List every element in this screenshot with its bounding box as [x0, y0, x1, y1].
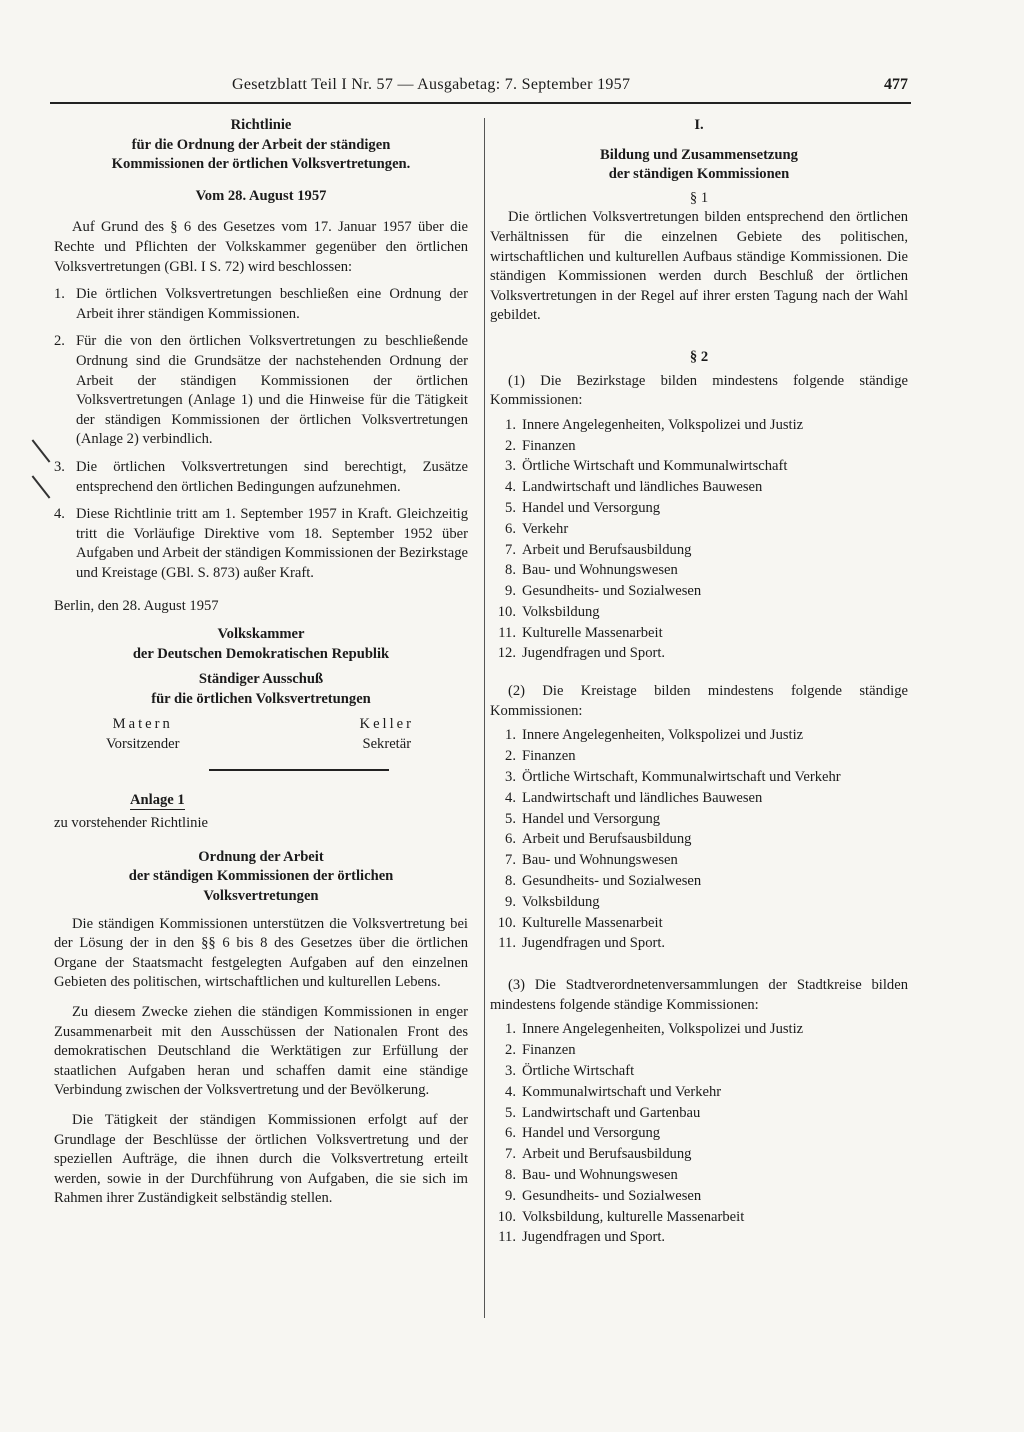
item-number: 8. [505, 562, 516, 579]
list-item [490, 1207, 908, 1228]
item-number: 4. [505, 479, 516, 496]
right-column [490, 116, 908, 1248]
header-title: Gesetzblatt Teil I Nr. 57 — Ausgabetag: 7. September 1957 [232, 76, 631, 93]
page-header [232, 76, 912, 102]
item-number: 10. [497, 603, 516, 620]
list-item [490, 498, 908, 519]
directive-title [54, 116, 468, 175]
ordnung-title-line: der ständigen Kommissionen der örtlichen [128, 868, 394, 885]
item-text: Volksbildung [522, 603, 600, 620]
item-number: 6. [505, 1125, 516, 1142]
list-item [490, 1165, 908, 1186]
directive-title-line: Richtlinie [230, 117, 292, 133]
left-column [54, 116, 468, 1209]
item-text: Jugendfragen und Sport. [522, 935, 666, 952]
list-item [490, 1123, 908, 1144]
item-number: 11. [498, 1229, 516, 1246]
item-text: Jugendfragen und Sport. [522, 1229, 666, 1246]
item-text: Die örtlichen Volksvertretungen beschließen eine Ordnung der Arbeit ihrer ständigen Kommissionen. [76, 286, 468, 322]
item-text: Örtliche Wirtschaft, Kommunalwirtschaft und Verkehr [522, 769, 841, 786]
list-item [490, 829, 908, 850]
item-number: 7. [505, 1146, 516, 1163]
margin-mark [32, 439, 51, 462]
list-item [490, 1019, 908, 1040]
item-number: 3. [505, 1063, 516, 1080]
list-intro: (1) Die Bezirkstage bilden mindestens folgende ständige Kommissionen: [490, 372, 908, 409]
item-text: Kommunalwirtschaft und Verkehr [522, 1083, 722, 1100]
signatures [54, 715, 468, 754]
list-item [490, 1040, 908, 1061]
list-item [490, 850, 908, 871]
item-text: Bau- und Wohnungswesen [522, 562, 678, 579]
item-number: 6. [505, 831, 516, 848]
issuing-body-line: Ständiger Ausschuß [198, 671, 324, 688]
place-date: Berlin, den 28. August 1957 [54, 598, 219, 615]
section-title [490, 146, 908, 185]
item-text: Volksbildung [522, 893, 600, 910]
list-item [490, 1186, 908, 1207]
item-text: Handel und Versorgung [522, 499, 661, 516]
item-number: 7. [505, 541, 516, 558]
page-number: 477 [884, 76, 908, 93]
item-number: 1. [505, 416, 516, 433]
item-text: Landwirtschaft und ländliches Bauwesen [522, 789, 763, 806]
list-item [54, 505, 468, 583]
list-item [54, 332, 468, 450]
list-item [490, 767, 908, 788]
margin-mark [32, 475, 51, 498]
item-number: 2. [505, 748, 516, 765]
annex-title: Anlage 1 [130, 791, 185, 808]
list-item [490, 602, 908, 623]
header-rule [50, 102, 911, 104]
item-text: Landwirtschaft und ländliches Bauwesen [522, 479, 763, 496]
intro-paragraph: Auf Grund des § 6 des Gesetzes vom 17. Januar 1957 über die Rechte und Pflichten der Volkskammer gegenüber den örtlichen Volksvertretungen (GBl. I S. 72) wird beschlossen: [54, 219, 468, 275]
item-text: Innere Angelegenheiten, Volkspolizei und Justiz [522, 416, 804, 433]
list-item [54, 285, 468, 324]
list-item [490, 560, 908, 581]
list-item [490, 1082, 908, 1103]
item-number: 9. [505, 583, 516, 600]
item-number: 1. [505, 1021, 516, 1038]
item-text: Innere Angelegenheiten, Volkspolizei und Justiz [522, 1021, 804, 1038]
item-number: 8. [505, 1167, 516, 1183]
list-intro: (3) Die Stadtverordnetenversammlungen der Stadtkreise bilden mindestens folgende ständige Kommissionen: [490, 977, 908, 1013]
directive-title-line: für die Ordnung der Arbeit der ständigen [131, 136, 391, 153]
item-text: Landwirtschaft und Gartenbau [522, 1104, 701, 1121]
list-item [490, 623, 908, 644]
signature-block [360, 715, 414, 754]
item-text: Arbeit und Berufsausbildung [522, 1146, 692, 1163]
ordnung-title-line: Ordnung der Arbeit [198, 848, 324, 865]
item-text: Finanzen [522, 748, 576, 765]
item-number: 12. [497, 645, 516, 662]
item-text: Örtliche Wirtschaft [522, 1063, 635, 1080]
item-number: 5. [505, 1104, 516, 1121]
commission-list [490, 415, 908, 665]
list-item [490, 1144, 908, 1165]
annex-heading [54, 791, 468, 811]
list-item [490, 788, 908, 809]
list-item [490, 643, 908, 664]
item-text: Kulturelle Massenarbeit [522, 914, 663, 931]
item-text: Handel und Versorgung [522, 810, 661, 827]
body-paragraph: Die Tätigkeit der ständigen Kommissionen erfolgt auf der Grundlage der Beschlüsse der örtlichen Volksvertretung und der speziellen Aufträge, die ihnen durch die Volksvertretung erteilt werden, sowie in der Durchführung von Aufgaben, die sie sich im Rahmen ihrer Zuständigkeit selbständig stellen. [54, 1111, 468, 1207]
item-number: 2. [54, 333, 65, 350]
item-number: 3. [505, 769, 516, 786]
item-text: Arbeit und Berufsausbildung [522, 831, 692, 848]
list-item [490, 477, 908, 498]
item-text: Bau- und Wohnungswesen [522, 1167, 678, 1183]
directive-title-line: Kommissionen der örtlichen Volksvertretungen. [111, 156, 411, 173]
section-rule [209, 769, 389, 771]
issuing-body-line: Volkskammer [217, 626, 305, 643]
list-item [490, 1227, 908, 1248]
issuing-body [54, 625, 468, 709]
list-item [490, 892, 908, 913]
list-item [490, 456, 908, 477]
list-item [490, 581, 908, 602]
item-number: 10. [497, 1208, 516, 1225]
item-text: Finanzen [522, 437, 576, 454]
paragraph-heading: § 2 [689, 348, 709, 365]
item-number: 5. [505, 810, 516, 827]
item-text: Diese Richtlinie tritt am 1. September 1957 in Kraft. Gleichzeitig tritt die Vorläufige Direktive vom 18. September 1952 über Aufgaben und Arbeit der ständigen Kommissionen der Bezirkstage und Kreistage (GBl. S. 873) außer Kraft. [76, 506, 468, 581]
item-number: 10. [497, 914, 516, 931]
item-text: Gesundheits- und Sozialwesen [522, 583, 702, 600]
item-number: 4. [505, 789, 516, 806]
list-item [490, 436, 908, 457]
signer-name: Keller [359, 716, 414, 733]
directive-date: Vom 28. August 1957 [195, 187, 327, 204]
list-item [490, 871, 908, 892]
column-divider [484, 118, 485, 1318]
paragraph-1-text: Die örtlichen Volksvertretungen bilden entsprechend den örtlichen Verhältnissen für die einzelnen Gebiete des politischen, wirtschaftlichen und kulturellen Aufbaus ständige Kommissionen. Die ständigen Kommissionen werden durch Beschluß der örtlichen Volksvertretungen in der Regel auf ihrer ersten Tagung nach der Wahl gebildet. [490, 209, 908, 324]
item-number: 9. [505, 1187, 516, 1204]
list-intro: (2) Die Kreistage bilden mindestens folgende ständige Kommissionen: [490, 683, 908, 719]
item-number: 3. [505, 458, 516, 475]
item-text: Gesundheits- und Sozialwesen [522, 1187, 702, 1204]
item-number: 1. [54, 286, 65, 303]
item-text: Verkehr [522, 520, 569, 537]
list-item [490, 913, 908, 934]
item-number: 4. [505, 1083, 516, 1100]
item-text: Örtliche Wirtschaft und Kommunalwirtschaft [522, 458, 788, 475]
item-text: Finanzen [522, 1042, 576, 1059]
list-item [490, 746, 908, 767]
item-number: 8. [505, 873, 516, 890]
item-number: 4. [54, 506, 65, 523]
item-text: Handel und Versorgung [522, 1125, 661, 1142]
item-number: 1. [505, 727, 516, 744]
section-number: I. [694, 117, 704, 133]
item-text: Innere Angelegenheiten, Volkspolizei und Justiz [522, 727, 804, 744]
item-number: 5. [505, 499, 516, 516]
item-number: 9. [505, 893, 516, 910]
issuing-body-line: für die örtlichen Volksvertretungen [151, 690, 371, 707]
item-text: Gesundheits- und Sozialwesen [522, 873, 702, 890]
commission-list [490, 1019, 908, 1248]
section-title-line: Bildung und Zusammensetzung [600, 146, 798, 163]
ordnung-title [54, 848, 468, 907]
list-item [490, 809, 908, 830]
list-item [490, 1061, 908, 1082]
body-paragraph: Zu diesem Zwecke ziehen die ständigen Kommissionen in enger Zusammenarbeit mit den Ausschüssen der Nationalen Front des demokratischen Deutschland die Werktätigen zur Erfüllung der staatlichen Aufgaben heran und schaffen damit eine ständige Verbindung zwischen der Volksvertretung und der Bevölkerung. [54, 1003, 468, 1099]
list-item [490, 519, 908, 540]
item-text: Bau- und Wohnungswesen [522, 852, 678, 869]
ordnung-title-line: Volksvertretungen [203, 888, 319, 904]
list-item [490, 1103, 908, 1124]
body-paragraph: Die ständigen Kommissionen unterstützen die Volksvertretung bei der Lösung der in den §§ 6 bis 8 des Gesetzes über die örtlichen Organe der Staatsmacht festgelegten Aufgaben auf den einzelnen Gebieten des politischen, wirtschaftlichen und kulturellen Lebens. [54, 915, 468, 991]
item-text: Kulturelle Massenarbeit [522, 624, 663, 641]
item-number: 6. [505, 520, 516, 537]
item-number: 11. [498, 935, 516, 952]
signer-role: Vorsitzender [106, 736, 180, 753]
item-text: Arbeit und Berufsausbildung [522, 541, 692, 558]
issuing-body-line: der Deutschen Demokratischen Republik [132, 645, 390, 662]
list-item [490, 933, 908, 954]
paragraph-heading: § 1 [689, 189, 709, 206]
item-number: 2. [505, 437, 516, 454]
item-number: 3. [54, 458, 65, 475]
item-number: 2. [505, 1042, 516, 1059]
commission-list [490, 725, 908, 954]
list-item [490, 415, 908, 436]
item-number: 7. [505, 852, 516, 869]
signer-role: Sekretär [362, 736, 412, 753]
signature-block [106, 715, 180, 754]
list-item [490, 725, 908, 746]
signer-name: Matern [112, 716, 173, 733]
annex-subtitle: zu vorstehender Richtlinie [54, 815, 208, 832]
item-text: Volksbildung, kulturelle Massenarbeit [522, 1208, 745, 1225]
item-text: Die örtlichen Volksvertretungen sind berechtigt, Zusätze entsprechend den örtlichen Bedingungen aufzunehmen. [76, 458, 468, 495]
item-text: Jugendfragen und Sport. [522, 645, 666, 662]
list-item [54, 458, 468, 497]
item-number: 11. [498, 624, 516, 641]
item-text: Für die von den örtlichen Volksvertretungen zu beschließende Ordnung sind die Grundsätze der nachstehenden Ordnung der Arbeit der ständigen Kommissionen der örtlichen Volksvertretungen (Anlage 1) und die Hinweise für die Tätigkeit der ständigen Kommissionen der örtlichen Volksvertretungen (Anlage 2) verbindlich. [76, 333, 468, 448]
list-item [490, 540, 908, 561]
section-title-line: der ständigen Kommissionen [608, 166, 790, 183]
